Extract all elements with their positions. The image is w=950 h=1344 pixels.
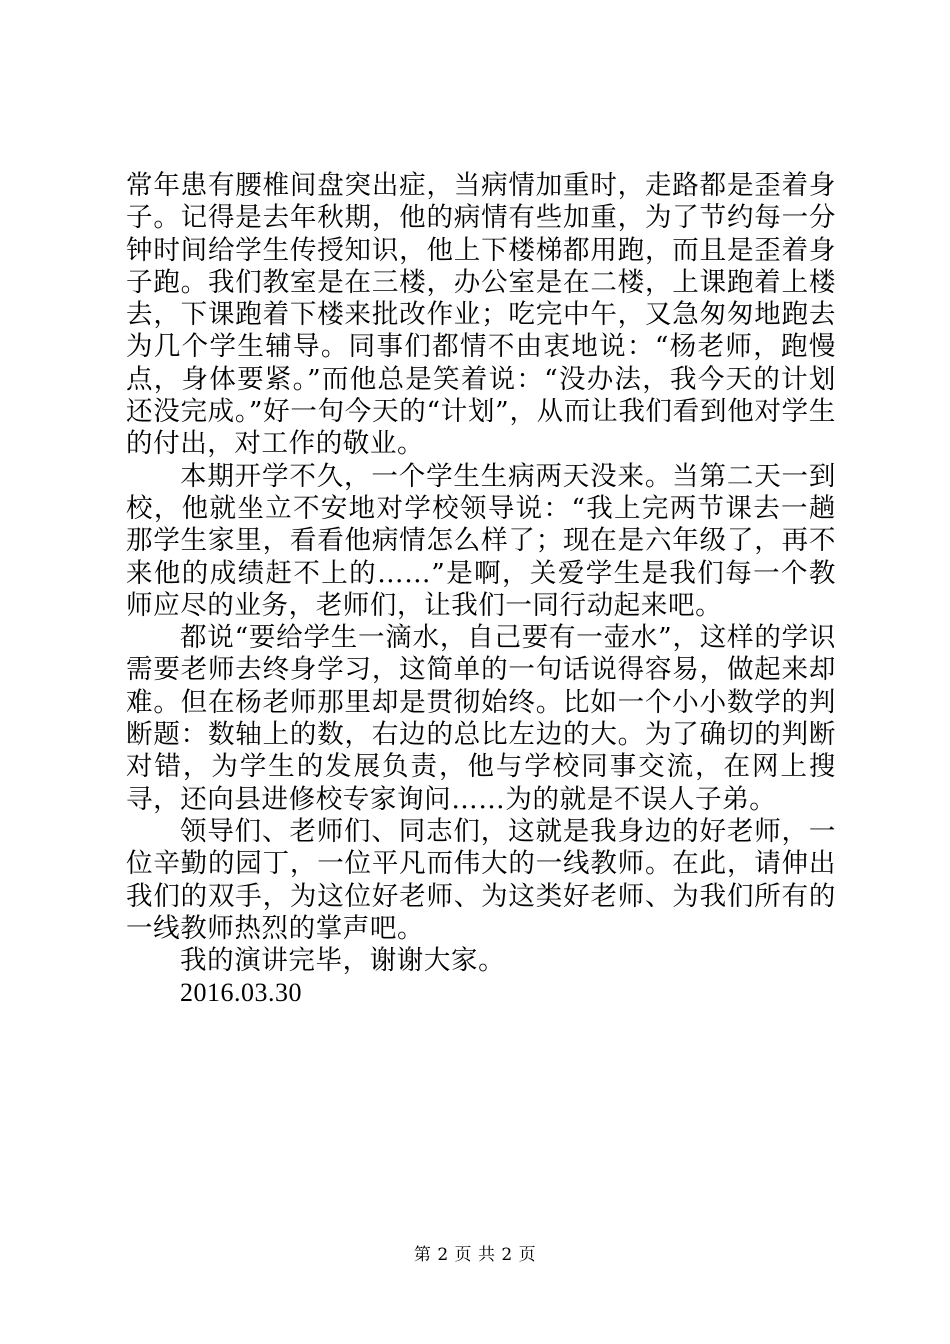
speech-date: 2016.03.30 bbox=[180, 978, 302, 1008]
paragraph-1: 常年患有腰椎间盘突出症，当病情加重时，走路都是歪着身子。记得是去年秋期，他的病情有些加重，为了节约每一分钟时间给学生传授知识，他上下楼梯都用跑，而且是歪着身子跑。我们教室是在三楼，办公室是在二楼，上课跑着上楼去，下课跑着下楼来批改作业；吃完中午，又急匆匆地跑去为几个学生辅导。同事们都情不由衷地说：“杨老师，跑慢点，身体要紧。”而他总是笑着说：“没办法，我今天的计划还没完成。”好一句今天的“计划”，从而让我们看到他对学生的付出，对工作的敬业。 bbox=[126, 170, 836, 460]
document-body bbox=[126, 170, 836, 1010]
paragraph-5-closing: 我的演讲完毕，谢谢大家。 bbox=[180, 945, 506, 977]
paragraph-3: 都说“要给学生一滴水，自己要有一壶水”，这样的学识需要老师去终身学习，这简单的一句话说得容易，做起来却难。但在杨老师那里却是贯彻始终。比如一个小小数学的判断题：数轴上的数，右边的总比左边的大。为了确切的判断对错，为学生的发展负责，他与学校同事交流，在网上搜寻，还向县进修校专家询问……为的就是不误人子弟。 bbox=[126, 622, 836, 815]
paragraph-4: 领导们、老师们、同志们，这就是我身边的好老师，一位辛勤的园丁，一位平凡而伟大的一线教师。在此，请伸出我们的双手，为这位好老师、为这类好老师、为我们所有的一线教师热烈的掌声吧。 bbox=[126, 815, 836, 944]
paragraph-2: 本期开学不久，一个学生生病两天没来。当第二天一到校，他就坐立不安地对学校领导说：“我上完两节课去一趟那学生家里，看看他病情怎么样了；现在是六年级了，再不来他的成绩赶不上的……”是啊，关爱学生是我们每一个教师应尽的业务，老师们，让我们一同行动起来吧。 bbox=[126, 460, 836, 621]
page-footer: 第 2 页 共 2 页 bbox=[413, 1245, 537, 1265]
